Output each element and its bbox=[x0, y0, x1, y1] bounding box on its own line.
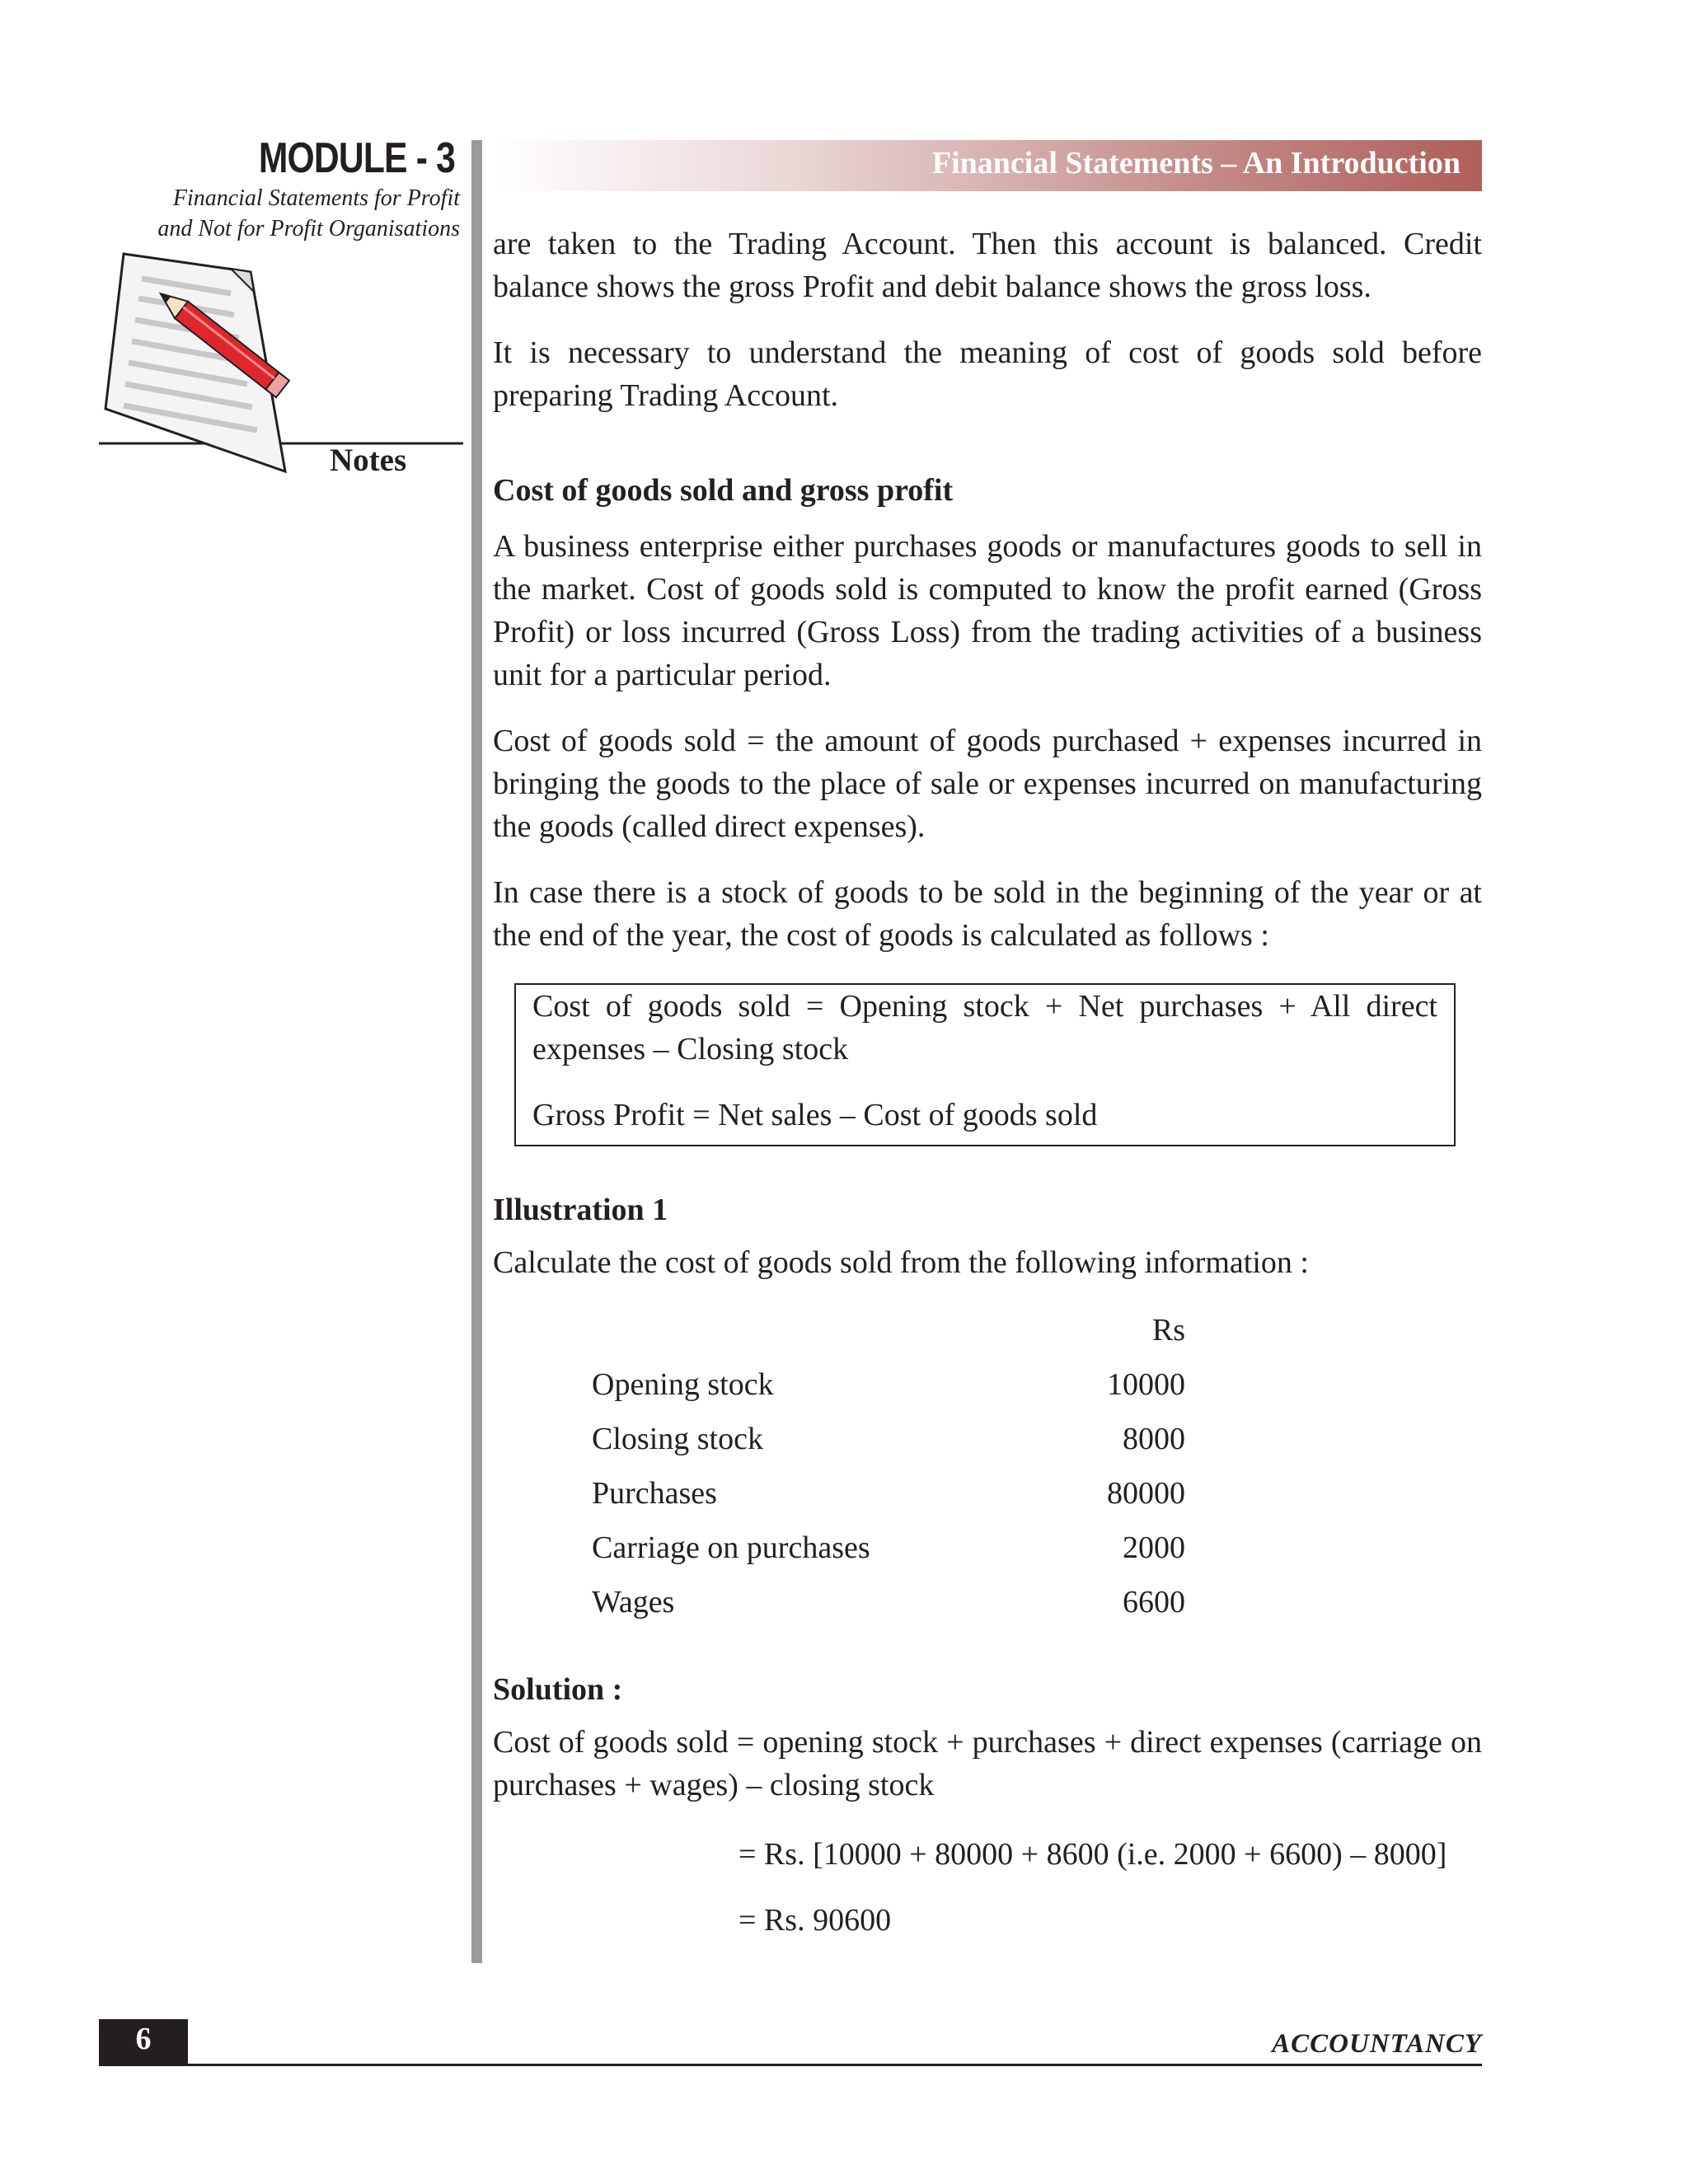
solution-equation-1: = Rs. [10000 + 80000 + 8600 (i.e. 2000 + 6600) – 8000] bbox=[738, 1837, 1447, 1872]
table-row bbox=[592, 1421, 1185, 1475]
paragraph-cost-meaning: It is necessary to understand the meaning of cost of goods sold before preparing Trading Account. bbox=[493, 335, 1482, 413]
chapter-header-band bbox=[493, 140, 1482, 191]
chapter-title: Financial Statements – An Introduction bbox=[931, 146, 1461, 180]
notepad-pencil-icon bbox=[92, 239, 471, 490]
solution-equation-2: = Rs. 90600 bbox=[738, 1903, 892, 1938]
row-value: 10000 bbox=[1107, 1367, 1185, 1402]
row-label: Closing stock bbox=[592, 1422, 763, 1456]
table-row bbox=[592, 1366, 1185, 1421]
page-number: 6 bbox=[135, 2022, 152, 2056]
row-value: 80000 bbox=[1107, 1476, 1185, 1511]
page-number-badge bbox=[99, 2019, 188, 2064]
row-value: 6600 bbox=[1123, 1585, 1185, 1619]
formula-cogs: Cost of goods sold = Opening stock + Net purchases + All direct expenses – Closing stock bbox=[532, 989, 1437, 1066]
section-heading: Cost of goods sold and gross profit bbox=[493, 473, 954, 508]
illustration-title: Illustration 1 bbox=[493, 1193, 668, 1227]
row-value: 8000 bbox=[1123, 1422, 1185, 1456]
paragraph-trading-account: are taken to the Trading Account. Then this account is balanced. Credit balance shows the gross Profit and debit balance shows the gross loss. bbox=[493, 227, 1482, 304]
table-row bbox=[592, 1475, 1185, 1530]
footer-rule bbox=[99, 2064, 1482, 2066]
body-section-intro bbox=[493, 223, 1482, 417]
formula-box bbox=[514, 983, 1456, 1146]
footer-subject: ACCOUNTANCY bbox=[1272, 2029, 1482, 2059]
paragraph-cogs-definition: Cost of goods sold = the amount of goods purchased + expenses incurred in bringing the goods to the place of sale or expenses incurred on manufacturing the goods (called direct expenses). bbox=[493, 724, 1482, 844]
module-subtitle-line1: Financial Statements for Profit bbox=[172, 185, 460, 211]
currency-header: Rs bbox=[1151, 1313, 1185, 1347]
solution-text: Cost of goods sold = opening stock + purchases + direct expenses (carriage on purchases + wages) – closing stock bbox=[493, 1725, 1482, 1802]
solution-title: Solution : bbox=[493, 1672, 623, 1707]
table-row bbox=[592, 1584, 1185, 1638]
illustration-table bbox=[592, 1312, 1185, 1638]
row-label: Purchases bbox=[592, 1476, 717, 1511]
solution-section bbox=[493, 1671, 1482, 1807]
formula-gross-profit: Gross Profit = Net sales – Cost of goods sold bbox=[532, 1098, 1098, 1132]
illustration-section bbox=[493, 1192, 1482, 1284]
row-label: Carriage on purchases bbox=[592, 1530, 870, 1565]
module-subtitle bbox=[99, 183, 460, 244]
table-header-row bbox=[592, 1312, 1185, 1366]
notes-label: Notes bbox=[330, 443, 407, 478]
module-title: MODULE - 3 bbox=[258, 134, 455, 182]
row-value: 2000 bbox=[1123, 1530, 1185, 1565]
module-subtitle-line2: and Not for Profit Organisations bbox=[157, 216, 460, 241]
vertical-divider bbox=[471, 140, 482, 1963]
table-row bbox=[592, 1530, 1185, 1584]
illustration-prompt: Calculate the cost of goods sold from the following information : bbox=[493, 1245, 1309, 1280]
paragraph-stock-case: In case there is a stock of goods to be sold in the beginning of the year or at the end of the year, the cost of goods is calculated as follows : bbox=[493, 875, 1482, 953]
row-label: Opening stock bbox=[592, 1367, 774, 1402]
body-section-cogs bbox=[493, 472, 1482, 957]
paragraph-business-enterprise: A business enterprise either purchases goods or manufactures goods to sell in the market. Cost of goods sold is computed to know the profit earned (Gross Profit) or loss incurred (Gross Loss) from the trading activities of a business unit for a particular period. bbox=[493, 529, 1482, 692]
row-label: Wages bbox=[592, 1585, 675, 1619]
